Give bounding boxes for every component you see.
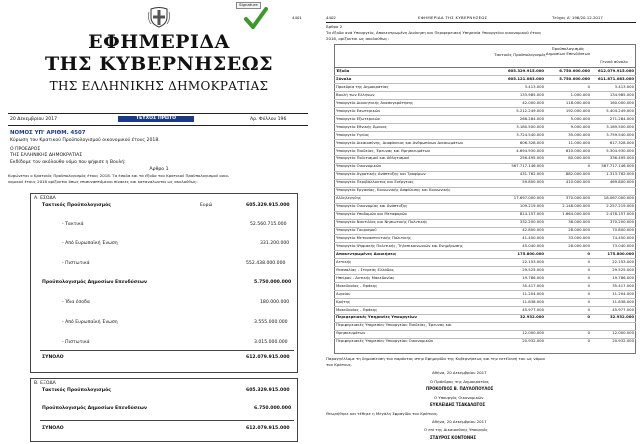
cell-value: 11.838.000 [612,298,634,304]
cell-value: 370.000.000 [565,195,590,201]
cell-value: 12.000.000 [612,330,634,336]
row-value: 331.200.000 [260,241,290,246]
table-row [336,284,634,289]
table-row [336,339,634,344]
issue-date: 20 Δεκεμβρίου 2017 [10,117,58,122]
cell-value: 266.284.000 [519,115,544,121]
row-divider [334,227,636,228]
cell-value: 28.000.000 [568,227,590,232]
table-row [336,276,634,281]
cell-value: 5.304.930.000 [606,147,634,153]
closing-text-2: του Κράτους. [326,362,353,367]
row-divider [334,187,636,188]
cell-value: 35.000.000 [568,131,590,137]
row-label: Αττικής [336,258,352,264]
row-divider [334,234,636,235]
row-value: 52.560.715.000 [250,222,287,227]
cell-value: 0 [587,330,590,336]
row-label: - Πιστωτικά [62,261,90,266]
cell-value: 42.800.000 [522,227,544,232]
cell-value: 5.212.249.000 [516,107,544,113]
cell-value: 11.000.000 [568,139,590,145]
row-label: - Από Ευρωπαϊκή Ένωση [62,320,118,325]
row-label: Ηπείρου - Δυτικής Μακεδονίας [336,274,395,280]
cell-value: 271.284.000 [609,115,634,121]
cell-value: 5.750.000.000 [559,75,590,81]
seal-date: Αθήνα, 20 Δεκεμβρίου 2017 [432,419,487,424]
cell-value: 1.664.000.000 [562,211,590,217]
running-header: ΕΦΗΜΕΡΙΔΑ ΤΗΣ ΚΥΒΕΡΝΗΣΕΩΣ [418,15,488,20]
cell-value: 35.417.000 [522,282,544,288]
row-label: Προεδρία της Δημοκρατίας [336,83,389,89]
row-label: - Από Ευρωπαϊκή Ένωση [62,241,118,246]
row-label: Αιγαίου [336,290,351,296]
divider [326,22,636,23]
cell-value: 0 [587,163,590,169]
cell-value: 29.525.000 [522,266,544,272]
row-divider [334,163,636,164]
column-header: Τακτικός Προϋπολογισμός [494,52,546,57]
running-issue: Τεύχος Α' 196/20.12.2017 [552,15,603,20]
cell-value: 20.932.000 [612,338,634,344]
article-text-1: Κυρώνεται ο Κρατικός Προϋπολογισμός έτους 2018. Τα έσοδα και τα έξοδα του Κρατικού Προϋπολογισμού οικο- [8,173,230,178]
row-label: Σύνολο [336,75,352,81]
table-row [336,244,634,249]
masthead-line2: ΤΗΣ ΚΥΒΕΡΝΗΣΕΩΣ [44,53,274,75]
cell-value: 0 [587,266,590,272]
row-label: Περιφερειακές Υπηρεσίες Υπουργείων [336,314,417,320]
row-label: Υπουργείο Αγροτικής Ανάπτυξης και Τροφίμων [336,171,426,177]
row-label: Υπουργείο Ψηφιακής Πολιτικής, Τηλεπικοινωνιών και Ενημέρωσης [336,242,463,248]
cell-value: 606.328.000 [519,139,544,145]
table-row [336,292,634,297]
article-text-2: νομικού έτους 2018 ορίζονται όπως επισυναπτόμενοι πίνακες και καταναλωνται ως ακολούθως: [8,179,198,184]
cell-value: 3.413.000 [614,83,634,89]
row-value: 5.750.000.000 [254,280,292,285]
row-divider [334,195,636,196]
article-heading: Άρθρο 1 [149,167,169,172]
row-label: Υπουργείο Διοικητικής Ανασυγκρότησης [336,99,414,105]
closing-text-1: Παραγγέλλομε τη δημοσίευση του παρόντος στην Εφημερίδα της Κυβερνήσεως και την εκτέλεσή του ως νόμου [326,356,546,361]
article-text-1: Τα έξοδα ανά Υπουργείο, Αποκεντρωμένη Διοίκηση και Περιφερειακή Υπηρεσία Υπουργείου οικονομικού έτους [326,30,542,35]
cell-value: 469.800.000 [609,179,634,185]
row-label: - Ίδια έσοδα [62,300,90,305]
row-label: Κρήτης [336,298,351,304]
cell-value: 19.786.000 [612,274,634,280]
table-row [336,315,634,320]
cell-value: 11.204.000 [522,290,544,296]
row-divider [334,322,636,323]
row-label: ΣΥΝΟΛΟ [42,355,64,360]
row-divider [334,298,636,299]
table-row [336,117,634,122]
cell-value: 42.000.000 [522,99,544,105]
divider [334,67,636,68]
table-row [336,300,634,305]
cell-value: 0 [587,290,590,296]
article-text-2: 2018, ορίζονται ως ακολούθως: [326,36,389,41]
cell-value: 74.450.000 [612,234,634,240]
row-divider [334,139,636,140]
cell-value: 605.121.083.000 [507,75,544,81]
row-divider [334,250,636,251]
cell-value: 28.000.000 [568,242,590,248]
cell-value: 35.417.000 [612,282,634,288]
row-label: Τακτικός Προϋπολογισμός [42,203,112,208]
law-subject: Κύρωση του Κρατικού Προϋπολογισμού οικονομικού έτους 2018. [10,138,160,143]
president-label: Ο ΠΡΟΕΔΡΟΣ [10,147,41,152]
cell-value: 0 [587,338,590,344]
cell-value: 133.985.000 [519,91,544,97]
cell-value: 20.932.000 [522,338,544,344]
row-label: Περιφερειακές Υπηρεσίες Υπουργείου Παιδείας, Έρευνας και [336,322,452,328]
row-label: Τακτικός Προϋπολογισμός [42,388,112,393]
table-row [336,93,634,98]
row-divider [334,171,636,172]
cell-value: 610.000.000 [565,147,590,153]
cell-value: 73.040.000 [612,242,634,248]
page-number: 4401 [292,15,302,20]
row-divider [334,83,636,84]
table-row [336,308,634,313]
cell-value: 32.932.000 [519,314,544,320]
row-divider [334,242,636,243]
table-row [336,109,634,114]
table-row [336,156,634,161]
cell-value: 32.932.000 [609,314,634,320]
article-heading: Άρθρο 2 [326,24,343,29]
row-value: 605.329.915.000 [246,388,290,393]
row-divider [334,107,636,108]
cell-value: 332.200.000 [519,219,544,225]
table-row [336,141,634,146]
cell-value: 336.495.000 [609,155,634,161]
cell-value: 118.000.000 [565,99,590,105]
cell-value: 567.717.146.000 [511,163,544,169]
column-header: Γενικό σύνολο [600,59,628,64]
row-label: Υπουργείο Παιδείας, Έρευνας και Θρησκευμάτων [336,147,431,153]
currency-label: Ευρώ [200,203,213,208]
cell-value: 6.750.000.000 [559,68,590,73]
row-value: 612.079.915.000 [246,355,290,360]
row-divider [334,274,636,275]
row-divider [334,115,636,116]
cell-value: 882.000.000 [565,171,590,177]
cell-value: 1.313.762.000 [606,171,634,177]
coat-of-arms-icon [148,6,170,28]
row-value: 612.079.915.000 [246,426,290,431]
row-divider [334,338,636,339]
cell-value: 0 [587,306,590,312]
row-label: Υπουργείο Οικονομίας και Ανάπτυξης [336,203,408,209]
row-label: Υπουργείο Εργασίας, Κοινωνικής Ασφάλισης και Κοινωνικής [336,187,451,193]
masthead-line1: ΕΦΗΜΕΡΙΔΑ [88,31,230,53]
cell-value: 9.000.000 [570,123,590,129]
table-row [336,69,634,74]
row-divider [334,314,636,315]
cell-value: 109.219.000 [519,203,544,209]
row-label: Βουλή των Ελλήνων [336,91,375,97]
row-divider [334,99,636,100]
cell-value: 0 [587,274,590,280]
row-value: 6.750.000.000 [254,406,292,411]
cell-value: 11.204.000 [612,290,634,296]
cell-value: 0 [587,258,590,264]
page-number: 4402 [326,15,336,20]
table-row [336,180,634,185]
table-row [336,204,634,209]
row-label: - Τακτικά [62,222,84,227]
cell-value: 45.977.000 [522,306,544,312]
cell-value: 0 [587,250,590,256]
row-label: Υπουργείο Περιβάλλοντος και Ενέργειας [336,179,414,185]
cell-value: 0 [587,83,590,89]
left-page [0,0,318,444]
cell-value: 192.000.000 [565,107,590,113]
row-divider [334,131,636,132]
cell-value: 3.189.500.000 [606,123,634,129]
row-label: ΣΥΝΟΛΟ [42,426,64,431]
right-page [322,0,640,444]
cell-value: 567.717.146.000 [601,163,634,169]
table-row [336,220,634,225]
signatory-title: Ο Πρόεδρος της Δημοκρατίας [430,379,490,384]
cell-value: 0 [587,298,590,304]
table-row [336,188,634,193]
cell-value: 41.450.000 [522,234,544,240]
row-value: 3.015.000.000 [254,340,288,345]
table-row [336,260,634,265]
table-row [336,228,634,233]
table-row [336,323,634,328]
row-label: Μακεδονίας - Θράκης [336,282,378,288]
row-label: Αλληλεγγύης [336,195,362,201]
signatory-name: ΠΡΟΚΟΠΙΟΣ Β. ΠΑΥΛΟΠΟΥΛΟΣ [426,386,494,391]
cell-value: 256.495.000 [519,155,544,161]
row-label: Υπουργείο Εξωτερικών [336,115,380,121]
row-label: Περιφερειακές Υπηρεσίες Υπουργείου Οικονομικών [336,338,434,344]
cell-value: 617.328.000 [609,139,634,145]
row-divider [334,203,636,204]
justice-minister-name: ΣΤΑΥΡΟΣ ΚΟΝΤΟΝΗΣ [430,435,477,440]
cell-value: 175.800.000 [517,250,544,256]
row-divider [334,155,636,156]
row-label: Αποκεντρωμένες Διοικήσεις [336,250,397,256]
cell-value: 410.000.000 [565,179,590,185]
row-divider [334,219,636,220]
divider [8,113,308,114]
cell-value: 19.786.000 [522,274,544,280]
cell-value: 59.800.000 [522,179,544,185]
cell-value: 22.153.000 [522,258,544,264]
cell-value: 11.838.000 [522,298,544,304]
table-row [336,252,634,257]
cell-value: 12.000.000 [522,330,544,336]
table-row [336,172,634,177]
divider [40,420,294,421]
table-row [336,133,634,138]
signing-date: Αθήνα, 20 Δεκεμβρίου 2017 [432,370,487,375]
cell-value: 18.067.000.000 [603,195,634,201]
row-value: 180.000.000 [260,300,290,305]
issue-badge: ΤΕΥΧΟΣ ΠΡΩΤΟ [118,116,194,122]
cell-value: 2.257.219.000 [606,203,634,209]
cell-value: 160.000.000 [609,99,634,105]
row-value: 552.438.000.000 [246,261,286,266]
row-label: Υπουργείο Πολιτισμού και Αθλητισμού [336,155,410,161]
table-row [336,164,634,169]
row-label: Μακεδονίας - Θράκης [336,306,378,312]
seal-note: Θεωρήθηκε και τέθηκε η Μεγάλη Σφραγίδα του Κράτους. [326,411,439,416]
table-row [336,77,634,82]
cell-value: 80.000.000 [568,155,590,161]
table-row [336,236,634,241]
row-divider [334,306,636,307]
section-expenditure: Β. ΕΞΟΔΑ [34,381,56,386]
cell-value: 0 [587,314,590,320]
cell-value: 2.478.157.000 [606,211,634,217]
president-republic: ΤΗΣ ΕΛΛΗΝΙΚΗΣ ΔΗΜΟΚΡΑΤΙΑΣ [10,153,83,158]
row-label: Υπουργείο Υγείας [336,131,370,137]
row-divider [334,179,636,180]
cell-value: 814.157.000 [519,211,544,217]
table-row [336,149,634,154]
row-divider [334,123,636,124]
masthead-line3: ΤΗΣ ΕΛΛΗΝΙΚΗΣ ΔΗΜΟΚΡΑΤΙΑΣ [49,79,269,93]
row-divider [334,75,636,76]
cell-value: 2.148.000.000 [562,203,590,209]
row-label: Υπουργείο Εσωτερικών [336,107,381,113]
justice-minister-title: Ο επί της Δικαιοσύνης Υπουργός [424,427,488,432]
row-label: Υπουργείο Δικαιοσύνης, Διαφάνειας και Ανθρωπίνων Δικαιωμάτων [336,139,464,145]
row-divider [334,147,636,148]
cell-value: 431.762.000 [519,171,544,177]
cell-value: 175.800.000 [607,250,634,256]
row-value: 605.329.915.000 [246,203,290,208]
row-label: Θεσσαλίας - Στερεάς Ελλάδας [336,266,394,272]
cell-value: 0 [587,282,590,288]
row-label: - Πιστωτικά [62,340,90,345]
cell-value: 1.000.000 [570,91,590,97]
row-label: Προϋπολογισμός Δημοσίων Επενδύσεων [42,280,148,285]
cell-value: 605.329.915.000 [507,68,544,73]
minister-name: ΕΥΚΛΕΙΔΗΣ ΤΣΑΚΑΛΩΤΟΣ [430,402,486,407]
cell-value: 370.200.000 [609,219,634,225]
row-label: Προϋπολογισμός Δημοσίων Επενδύσεων [42,406,148,411]
table-row [336,196,634,201]
row-label: Υπουργείο Μεταναστευτικής Πολιτικής [336,234,412,240]
row-label: Θρησκευμάτων [336,330,366,336]
cell-value: 611.871.083.000 [597,75,634,81]
cell-value: 3.180.500.000 [516,123,544,129]
table-row [336,331,634,336]
row-label: Υπουργείο Οικονομικών [336,163,382,169]
enactment-text: Εκδίδομε τον ακόλουθο νόμο που ψήφισε η Βουλή: [10,160,126,165]
table-row [336,212,634,217]
row-divider [334,91,636,92]
cell-value: 17.697.000.000 [513,195,544,201]
cell-value: 45.040.000 [522,242,544,248]
cell-value: 29.525.000 [612,266,634,272]
cell-value: 3.724.540.000 [516,131,544,137]
row-label: Υπουργείο Εθνικής Άμυνας [336,123,387,129]
signature-badge: Signature [236,2,261,9]
cell-value: 134.985.000 [609,91,634,97]
law-title: ΝΟΜΟΣ ΥΠ' ΑΡΙΘΜ. 4507 [10,130,86,136]
cell-value: 22.153.000 [612,258,634,264]
sheet-number: Αρ. Φύλλου 196 [250,117,287,122]
cell-value: 45.977.000 [612,306,634,312]
cell-value: 5.000.000 [570,115,590,121]
cell-value: 70.800.000 [612,227,634,232]
cell-value: 3.413.000 [524,83,544,89]
row-value: 3.555.000.000 [254,320,288,325]
row-divider [334,211,636,212]
row-divider [334,282,636,283]
table-row [336,85,634,90]
row-label: Υπουργείο Υποδομών και Μεταφορών [336,211,408,217]
cell-value: 5.404.249.000 [606,107,634,113]
row-label: Έξοδα [336,68,350,73]
minister-title: Ο Υπουργός Οικονομικών [434,395,484,400]
cell-value: 4.694.930.000 [516,147,544,153]
table-row [336,101,634,106]
signature-check-icon [244,7,268,29]
cell-value: 3.759.540.000 [606,131,634,137]
row-divider [334,266,636,267]
row-divider [334,290,636,291]
row-divider [334,258,636,259]
cell-value: 33.000.000 [568,234,590,240]
row-label: Υπουργείο Ναυτιλίας και Νησιωτικής Πολιτικής [336,219,428,225]
table-row [336,125,634,130]
cell-value: 38.000.000 [568,219,590,225]
section-revenue: Α. ΕΣΟΔΑ [34,196,56,201]
row-label: Υπουργείο Τουρισμού [336,227,377,232]
row-divider [334,330,636,331]
column-header: Προϋπολογισμός Δημοσίων Επενδύσεων [545,46,591,56]
table-row [336,268,634,273]
divider [8,125,308,126]
divider [40,350,294,351]
cell-value: 612.079.915.000 [597,68,634,73]
